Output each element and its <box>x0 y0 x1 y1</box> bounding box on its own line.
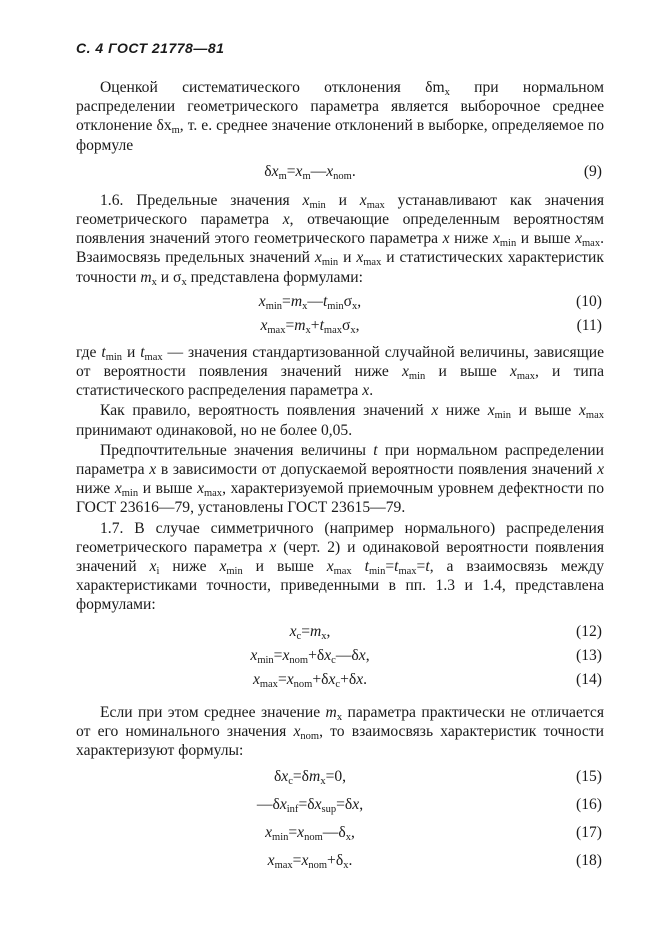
formula-number: (9) <box>583 162 602 180</box>
formula-number: (14) <box>576 670 602 688</box>
formula-14: $x_{max}=x_{nom}+\delta x_c+\delta x$. (14) <box>252 670 602 690</box>
paragraph-preferred-values: Предпочтительные значения величины t при нормальном распределении параметра x в зависимости от допускаемой вероятности появления значений x ниже $x_{min}$ и выше $x_{max}$, характеризуемой приемочным уровнем дефектности по ГОСТ 23616—79, установлены ГОСТ 23615—79. <box>76 441 604 517</box>
formula-number: (11) <box>576 316 602 334</box>
page-header: С. 4 ГОСТ 21778—81 <box>76 40 225 56</box>
paragraph-probability: Как правило, вероятность появления значений x ниже $x_{min}$ и выше $x_{max}$ принимают одинаковой, но не более 0,05. <box>76 402 604 439</box>
formula-number: (15) <box>576 768 602 786</box>
formula-number: (17) <box>576 824 602 842</box>
paragraph-systematic-deviation: Оценкой систематического отклонения $\delta m_x$ при нормальном распределении геометрического параметра является выборочное среднее отклонение $\delta x_m$, т. е. среднее значение отклонений в выборке, определяемое по формуле <box>76 79 604 154</box>
document-body <box>76 78 604 874</box>
paragraph-1-6: 1.6. Предельные значения $x_{min}$ и $x_{max}$ устанавливают как значения геометрического параметра x, отвечающие определенным вероятностям появления значений этого геометрического параметра x ниже $x_{min}$ и выше $x_{max}$. Взаимосвязь предельных значений $x_{min}$ и $x_{max}$ и статистических характеристик точности $m_x$ и $\sigma_x$ представлена формулами: <box>76 191 604 288</box>
formula-11: $x_{max}=m_x+t_{max}\sigma_x$, (11) <box>260 316 602 336</box>
formula-number: (18) <box>576 852 602 870</box>
formula-number: (12) <box>576 622 602 640</box>
formula-17: $x_{min}=x_{nom}—\delta_x$, (17) <box>265 824 602 844</box>
formula-number: (10) <box>576 292 602 310</box>
formula-9: $\delta x_m=x_m—x_{nom}$. (9) <box>264 162 602 182</box>
formula-12: $x_c=m_x$, (12) <box>289 622 602 642</box>
formula-13: $x_{min}=x_{nom}+\delta x_c—\delta x$, (13) <box>250 646 602 666</box>
formula-10: $x_{min}=m_x—t_{min}\sigma_x$, (10) <box>258 292 602 312</box>
formula-number: (13) <box>576 646 602 664</box>
paragraph-where: где $t_{min}$ и $t_{max}$ — значения стандартизованной случайной величины, зависящие от вероятности появления значений ниже $x_{min}$ и выше $x_{max}$, и типа статистического распределения параметра x. <box>76 343 605 400</box>
formula-16: $—\delta x_{inf}=\delta x_{sup}=\delta x$, (16) <box>256 796 602 816</box>
paragraph-1-7: 1.7. В случае симметричного (например нормального) распределения геометрического параметра x (черт. 2) и одинаковой вероятности появления значений $x_i$ ниже $x_{min}$ и выше $x_{max}$ $t_{min}=t_{max}=t$, а взаимосвязь между характеристиками точности, приведенными в пп. 1.3 и 1.4, представлена формулами: <box>76 519 604 614</box>
formula-15: $\delta x_c=\delta m_x=0$, (15) <box>273 768 602 788</box>
formula-number: (16) <box>576 796 602 814</box>
paragraph-nominal: Если при этом среднее значение $m_x$ параметра практически не отличается от его номинального значения $x_{nom}$, то взаимосвязь характеристик точности характеризуют формулы: <box>76 703 604 760</box>
formula-18: $x_{max}=x_{nom}+\delta_x$. (18) <box>267 852 602 872</box>
